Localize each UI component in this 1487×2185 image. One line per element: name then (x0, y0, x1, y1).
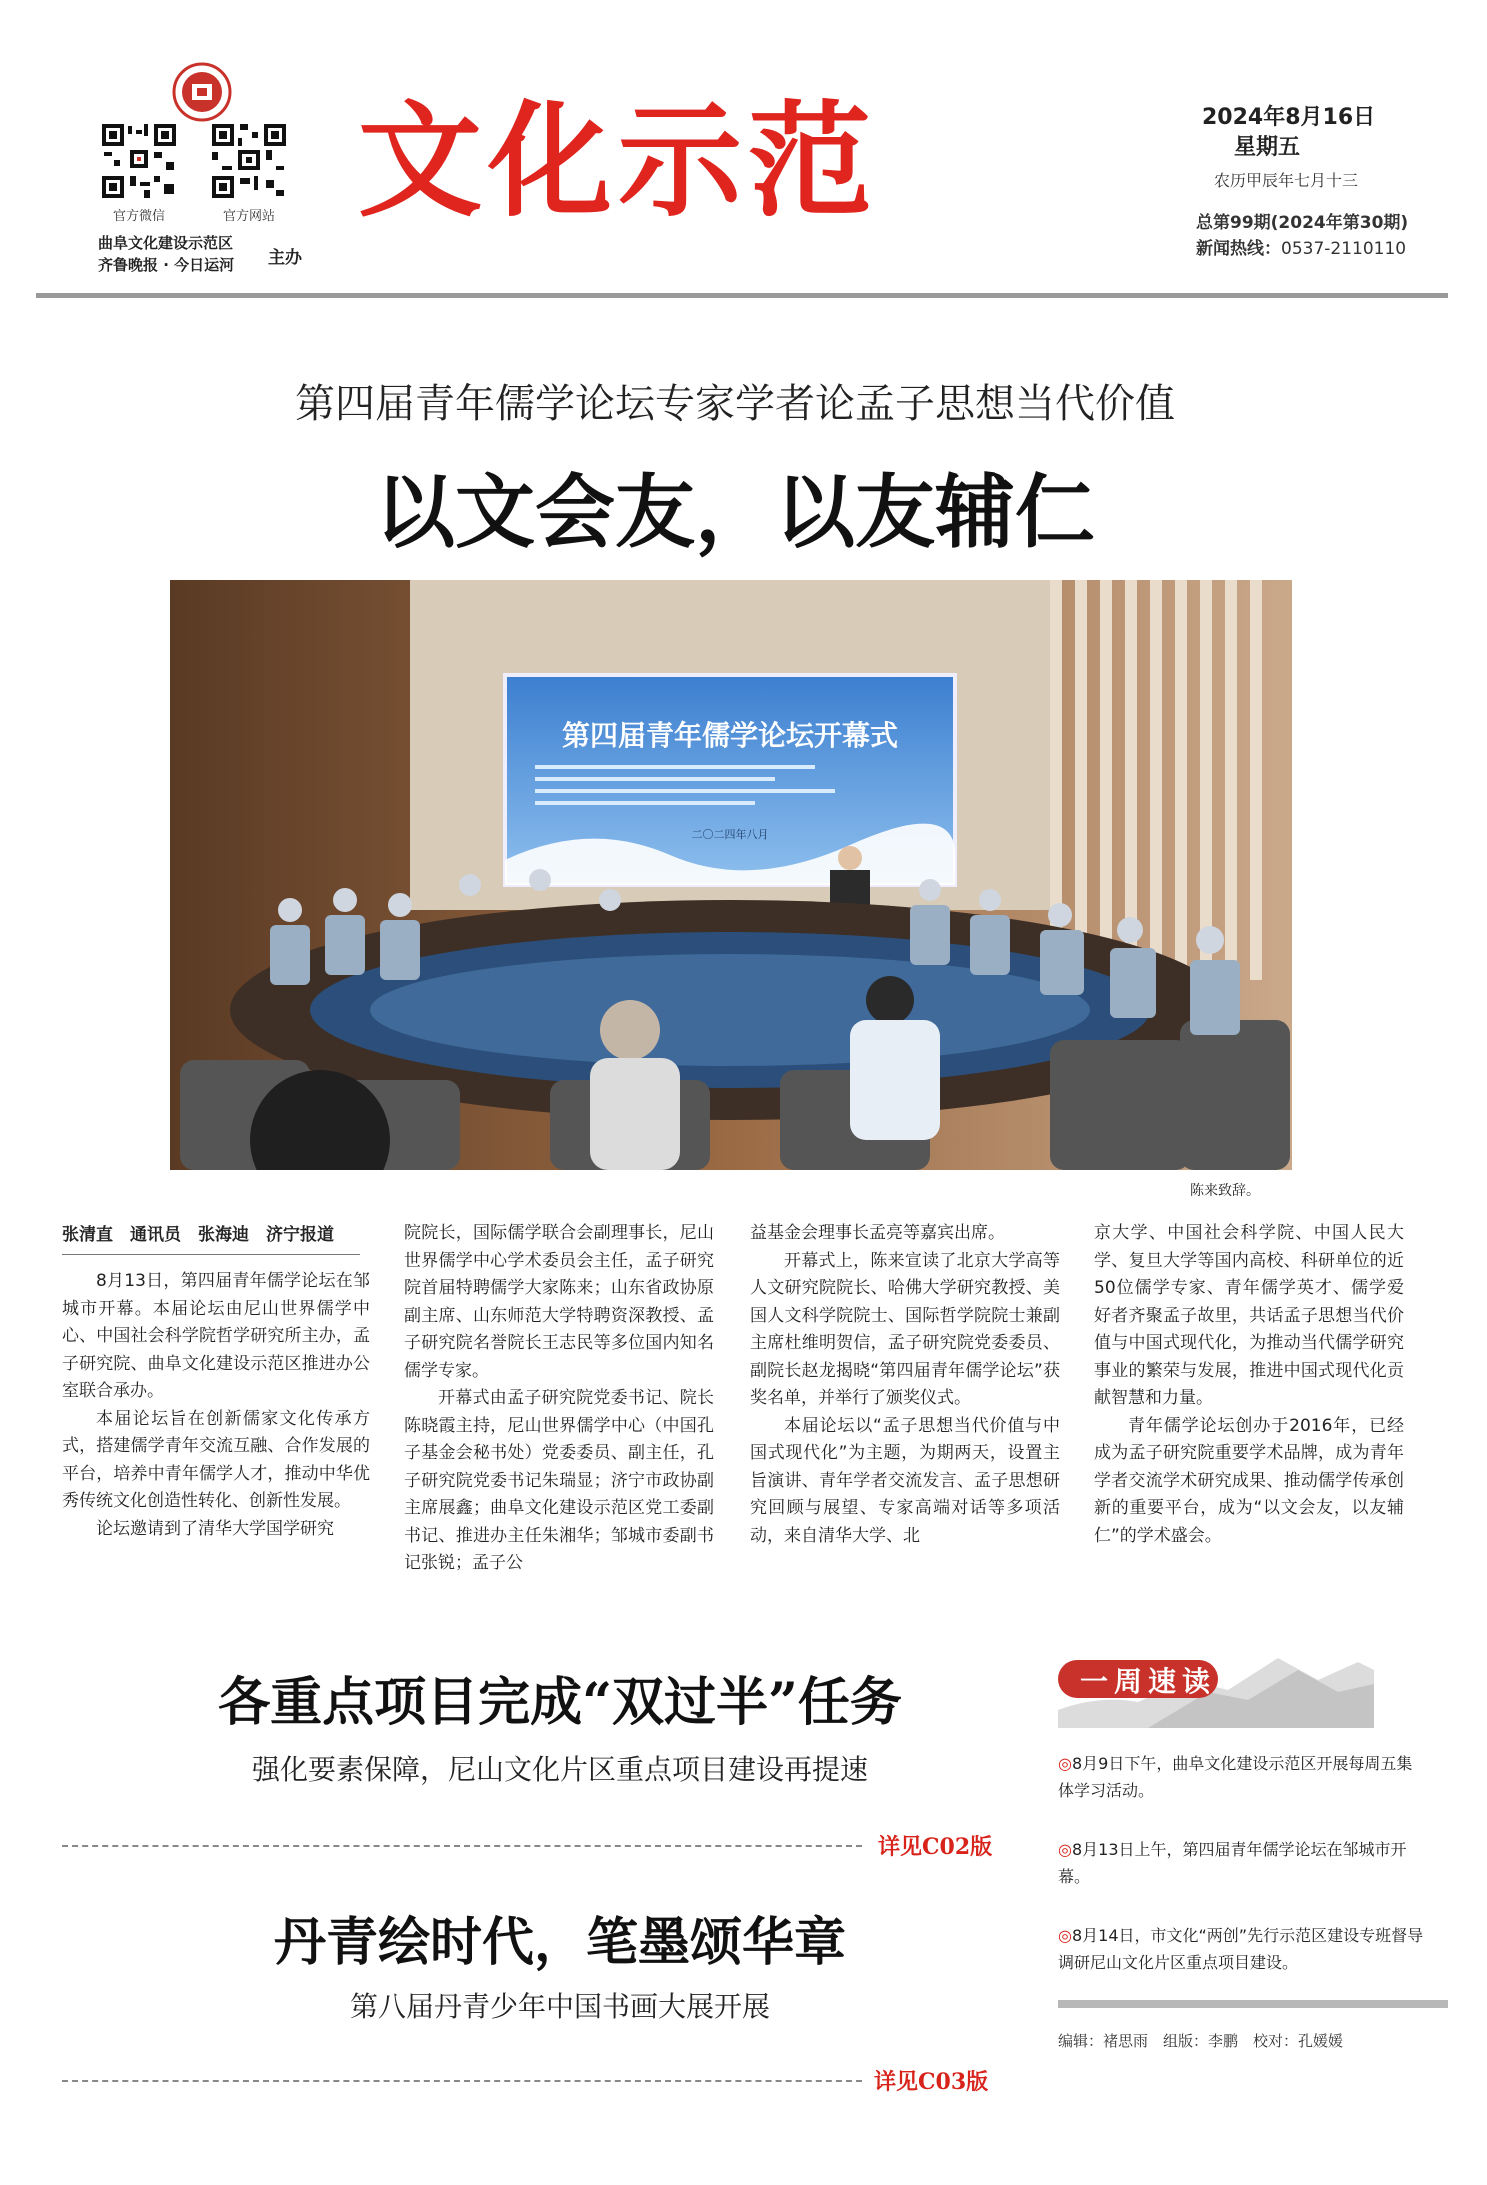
paragraph: 本届论坛以“孟子思想当代价值与中国式现代化”为主题，为期两天，设置主旨演讲、青年学者交流发言、孟子思想研究回顾与展望、专家高端对话等多项活动，来自清华大学、北 (750, 1415, 1060, 1546)
story2-see-page-link[interactable]: 详见C02版 (878, 1834, 993, 1860)
story2-headline[interactable]: 各重点项目完成“双过半”任务 (218, 1672, 902, 1733)
lead-kicker: 第四届青年儒学论坛专家学者论孟子思想当代价值 (295, 381, 1175, 427)
bullet-icon: ◎ (1058, 1754, 1072, 1773)
byline-rule (62, 1254, 360, 1255)
wechat-qr-code[interactable] (100, 122, 178, 200)
lead-column-3 (750, 1220, 1060, 1550)
brief-item-1[interactable]: ◎8月9日下午，曲阜文化建设示范区开展每周五集体学习活动。 (1058, 1754, 1413, 1800)
sponsor-1: 曲阜文化建设示范区 (98, 234, 234, 252)
paragraph: 开幕式由孟子研究院党委书记、院长陈晓霞主持，尼山世界儒学中心（中国孔子基金会秘书处）党委委员、副主任，孔子研究院党委书记朱瑞显；济宁市政协副主席展鑫；曲阜文化建设示范区党工委副书记、推进办主任朱湘华；邹城市委副书记张锐；孟子公 (404, 1388, 714, 1573)
staff-credits: 编辑：褚思雨 组版：李鹏 校对：孔媛媛 (1058, 2032, 1344, 2050)
issue-number: 总第99期(2024年第30期) (1196, 213, 1409, 233)
header-rule (36, 293, 1448, 298)
lead-headline: 以文会友，以友辅仁 (375, 465, 1095, 559)
brief-item-3[interactable]: ◎8月14日，市文化“两创”先行示范区建设专班督导调研尼山文化片区重点项目建设。 (1058, 1926, 1424, 1972)
sponsor-2: 齐鲁晚报 · 今日运河 (98, 256, 235, 274)
lead-column-1 (62, 1268, 370, 1543)
hotline-label: 新闻热线： (1196, 239, 1281, 259)
story2-dashed-rule (62, 1845, 862, 1847)
story3-subhead: 第八届丹青少年中国书画大展开展 (349, 1990, 770, 2023)
website-qr-code[interactable] (210, 122, 288, 200)
weekday: 星期五 (1234, 135, 1301, 160)
hotline (1196, 234, 1406, 259)
sponsor-role: 主办 (268, 248, 302, 268)
paragraph: 本届论坛旨在创新儒家文化传承方式，搭建儒学青年交流互融、合作发展的平台，培养中青年儒学人才，推动中华优秀传统文化创造性转化、创新性发展。 (62, 1408, 370, 1511)
story2-subhead: 强化要素保障，尼山文化片区重点项目建设再提速 (251, 1753, 868, 1786)
photo-caption: 陈来致辞。 (1190, 1183, 1260, 1199)
lead-column-4 (1094, 1220, 1404, 1550)
screen-date: 二〇二四年八月 (691, 828, 769, 841)
emblem-logo (172, 62, 232, 122)
paragraph: 青年儒学论坛创办于2016年，已经成为孟子研究院重要学术品牌，成为青年学者交流学术研究成果、推动儒学传承创新的重要平台，成为“以文会友，以友辅仁”的学术盛会。 (1094, 1415, 1404, 1546)
lead-photo[interactable] (170, 580, 1292, 1170)
story3-headline[interactable]: 丹青绘时代，笔墨颂华章 (273, 1912, 846, 1973)
paragraph: 论坛邀请到了清华大学国学研究 (96, 1518, 334, 1539)
paragraph: 益基金会理事长孟亮等嘉宾出席。 (750, 1223, 1005, 1243)
briefs-title: 一周速读 (1080, 1665, 1217, 1698)
paragraph: 京大学、中国社会科学院、中国人民大学、复旦大学等国内高校、科研单位的近50位儒学专家、青年儒学英才、儒学爱好者齐聚孟子故里，共话孟子思想当代价值与中国式现代化，为推动当代儒学研究事业的繁荣与发展，推进中国式现代化贡献智慧和力量。 (1094, 1223, 1404, 1408)
story3-dashed-rule (62, 2080, 862, 2082)
bullet-icon: ◎ (1058, 1926, 1072, 1945)
story3-see-page-link[interactable]: 详见C03版 (874, 2069, 989, 2095)
issue-date: 2024年8月16日 (1202, 105, 1376, 130)
screen-title: 第四届青年儒学论坛开幕式 (561, 719, 899, 752)
paragraph: 8月13日，第四届青年儒学论坛在邹城市开幕。本届论坛由尼山世界儒学中心、中国社会科学院哲学研究所主办，孟子研究院、曲阜文化建设示范区推进办公室联合承办。 (62, 1271, 370, 1401)
brief-item-2[interactable]: ◎8月13日上午，第四届青年儒学论坛在邹城市开幕。 (1058, 1840, 1407, 1886)
qr-label-website: 官方网站 (222, 209, 275, 224)
hotline-number: 0537-2110110 (1281, 239, 1407, 259)
paragraph: 院院长，国际儒学联合会副理事长，尼山世界儒学中心学术委员会主任，孟子研究院首届特聘儒学大家陈来；山东省政协原副主席、山东师范大学特聘资深教授、孟子研究院名誉院长王志民等多位国内知名儒学专家。 (404, 1223, 714, 1381)
bullet-icon: ◎ (1058, 1840, 1072, 1859)
paragraph: 开幕式上，陈来宣读了北京大学高等人文研究院院长、哈佛大学研究教授、美国人文科学院院士、国际哲学院院士兼副主席杜维明贺信，孟子研究院党委委员、副院长赵龙揭晓“第四届青年儒学论坛”获奖名单，并举行了颁奖仪式。 (750, 1250, 1060, 1408)
qr-label-wechat: 官方微信 (112, 209, 165, 224)
lead-column-2 (404, 1220, 714, 1578)
lead-byline: 张清直 通讯员 张海迪 济宁报道 (62, 1225, 334, 1245)
masthead-title: 文化示范 (358, 89, 879, 234)
lunar-date: 农历甲辰年七月十三 (1214, 171, 1359, 190)
briefs-bottom-rule (1058, 2000, 1448, 2008)
